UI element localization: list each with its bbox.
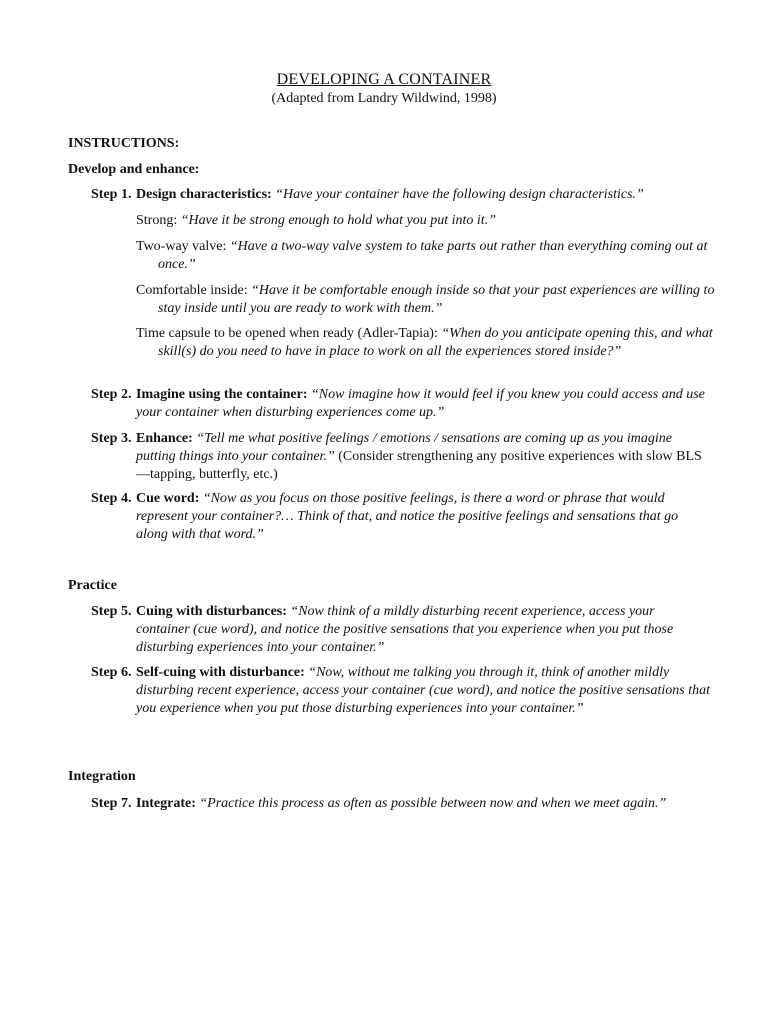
step-quote: “Now as you focus on those positive feelings, is there a word or phrase that would represent your container?… Think of that, and notice the positive feelings and sensations that go along with that word.” bbox=[136, 491, 679, 542]
step-number: Step 5. bbox=[91, 604, 132, 619]
step-4 bbox=[91, 490, 711, 544]
document-subtitle: (Adapted from Landry Wildwind, 1998) bbox=[271, 91, 497, 106]
step-number: Step 6. bbox=[91, 665, 132, 680]
step-5 bbox=[91, 603, 711, 657]
step-7 bbox=[91, 795, 711, 813]
characteristic-quote: “When do you anticipate opening this, and what skill(s) do you need to have in place to work on all the experiences stored inside?” bbox=[158, 326, 713, 359]
step-2 bbox=[91, 386, 711, 422]
characteristic-comfortable-inside bbox=[136, 282, 728, 318]
characteristic-label: Two-way valve: bbox=[136, 239, 227, 254]
step-1 bbox=[91, 186, 711, 204]
step-note: (Consider strengthening any positive experiences with slow BLS—tapping, butterfly, etc.) bbox=[136, 449, 702, 482]
step-label: Cue word: bbox=[136, 491, 200, 506]
document-title: DEVELOPING A CONTAINER bbox=[276, 71, 492, 88]
step-number: Step 3. bbox=[91, 431, 132, 446]
heading-practice: Practice bbox=[68, 578, 117, 593]
step-number: Step 7. bbox=[91, 796, 132, 811]
heading-develop-enhance: Develop and enhance: bbox=[68, 162, 200, 177]
characteristic-time-capsule bbox=[136, 325, 728, 361]
step-label: Self-cuing with disturbance: bbox=[136, 665, 305, 680]
step-quote: “Now think of a mildly disturbing recent experience, access your container (cue word), and notice the positive sensations that you experience when you put those disturbing experiences into your container.” bbox=[136, 604, 674, 655]
step-3 bbox=[91, 430, 711, 484]
step-label: Design characteristics: bbox=[136, 187, 272, 202]
step-number: Step 2. bbox=[91, 387, 132, 402]
step-quote: “Tell me what positive feelings / emotions / sensations are coming up as you imagine putting things into your container.” bbox=[136, 431, 673, 464]
step-quote: “Now, without me talking you through it, think of another mildly disturbing recent experience, access your container (cue word), and notice the positive sensations that you experience when you put those disturbing experiences into your container.” bbox=[136, 665, 710, 716]
document-title-block bbox=[0, 70, 768, 108]
step-label: Imagine using the container: bbox=[136, 387, 308, 402]
step-quote: “Now imagine how it would feel if you knew you could access and use your container when disturbing experiences come up.” bbox=[136, 387, 705, 420]
characteristic-label: Strong: bbox=[136, 213, 178, 228]
characteristic-label: Time capsule to be opened when ready (Adler-Tapia): bbox=[136, 326, 438, 341]
step-6 bbox=[91, 664, 711, 718]
characteristic-two-way-valve bbox=[136, 238, 728, 274]
step-number: Step 1. bbox=[91, 187, 132, 202]
step-quote: “Have your container have the following design characteristics.” bbox=[275, 187, 644, 202]
heading-instructions: INSTRUCTIONS: bbox=[68, 136, 180, 151]
characteristic-quote: “Have it be strong enough to hold what you put into it.” bbox=[180, 213, 496, 228]
step-quote: “Practice this process as often as possible between now and when we meet again.” bbox=[199, 796, 667, 811]
characteristic-label: Comfortable inside: bbox=[136, 283, 248, 298]
characteristic-quote: “Have it be comfortable enough inside so that your past experiences are willing to stay inside until you are ready to work with them.” bbox=[158, 283, 715, 316]
step-label: Integrate: bbox=[136, 796, 196, 811]
characteristic-strong bbox=[136, 212, 728, 230]
heading-integration: Integration bbox=[68, 769, 136, 784]
step-number: Step 4. bbox=[91, 491, 132, 506]
characteristic-quote: “Have a two-way valve system to take parts out rather than everything coming out at once.” bbox=[158, 239, 708, 272]
step-label: Cuing with disturbances: bbox=[136, 604, 287, 619]
step-label: Enhance: bbox=[136, 431, 193, 446]
